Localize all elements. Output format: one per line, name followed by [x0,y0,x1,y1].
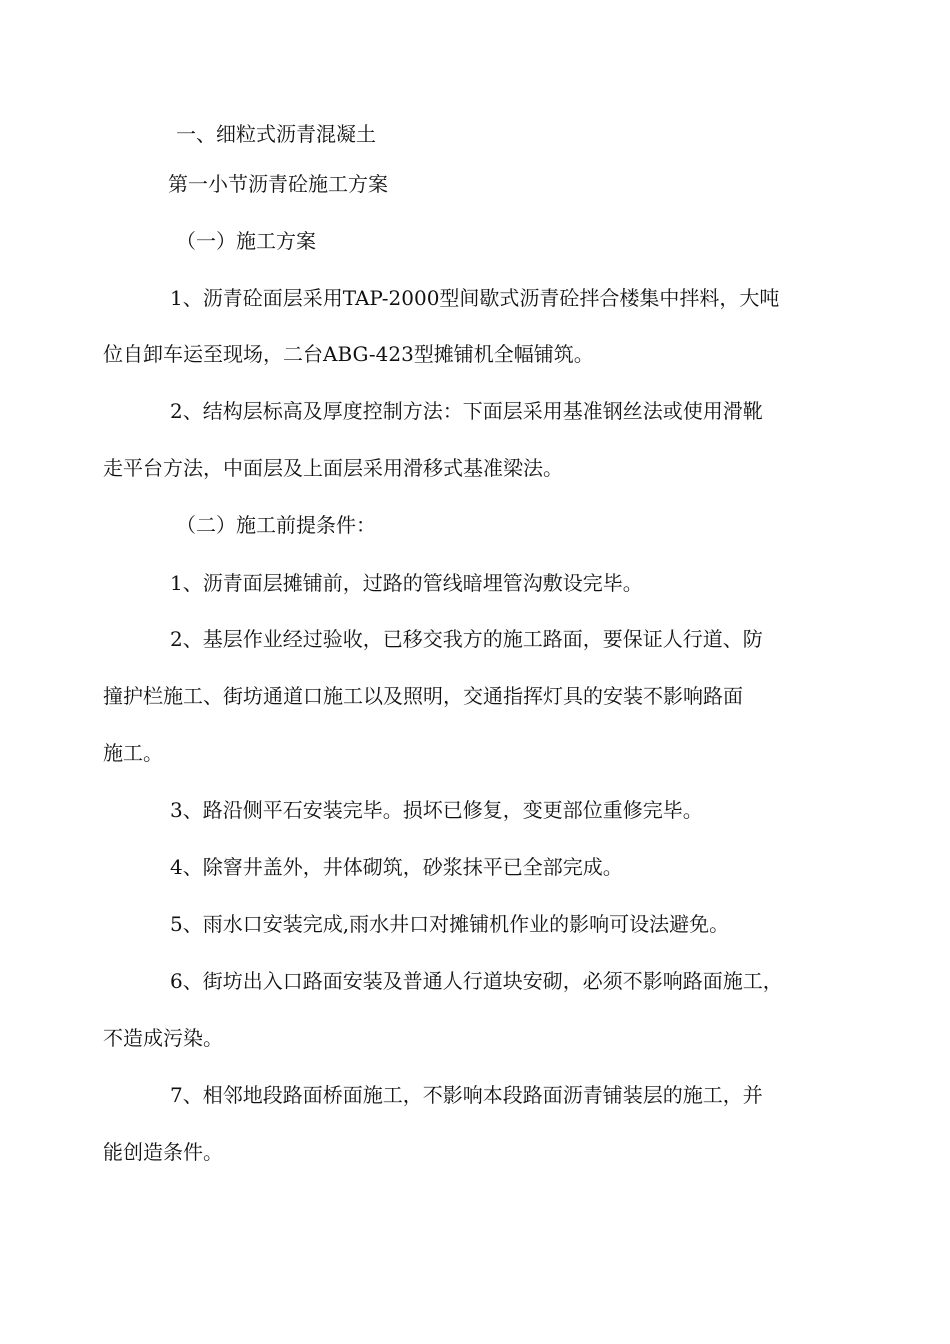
paragraph-line: 1、沥青砼面层采用TAP-2000型间歇式沥青砼拌合楼集中拌料，大吨 [170,286,780,310]
paragraph-line: 走平台方法，中面层及上面层采用滑移式基准梁法。 [103,456,563,480]
subsection-title: 第一小节沥青砼施工方案 [168,172,388,196]
paragraph-line: 施工。 [103,741,163,765]
paragraph-line: 撞护栏施工、街坊通道口施工以及照明，交通指挥灯具的安装不影响路面 [103,684,743,708]
paragraph-line: 2、结构层标高及厚度控制方法：下面层采用基准钢丝法或使用滑靴 [170,399,763,423]
part-heading-2: （二）施工前提条件： [176,513,376,537]
paragraph-line: 能创造条件。 [103,1140,223,1164]
paragraph-line: 2、基层作业经过验收，已移交我方的施工路面，要保证人行道、防 [170,627,763,651]
paragraph-line: 1、沥青面层摊铺前，过路的管线暗埋管沟敷设完毕。 [170,571,643,595]
paragraph-line: 6、街坊出入口路面安装及普通人行道块安砌，必须不影响路面施工， [170,969,783,993]
paragraph-line: 5、雨水口安装完成,雨水井口对摊铺机作业的影响可设法避免。 [170,912,730,936]
paragraph-line: 7、相邻地段路面桥面施工，不影响本段路面沥青铺装层的施工，并 [170,1083,763,1107]
paragraph-line: 4、除窨井盖外，井体砌筑，砂浆抹平已全部完成。 [170,855,623,879]
section-heading: 一、细粒式沥青混凝土 [176,122,376,146]
paragraph-line: 位自卸车运至现场，二台ABG-423型摊铺机全幅铺筑。 [103,342,594,366]
part-heading-1: （一）施工方案 [176,229,316,253]
paragraph-line: 3、路沿侧平石安装完毕。损坏已修复，变更部位重修完毕。 [170,798,703,822]
paragraph-line: 不造成污染。 [103,1026,223,1050]
